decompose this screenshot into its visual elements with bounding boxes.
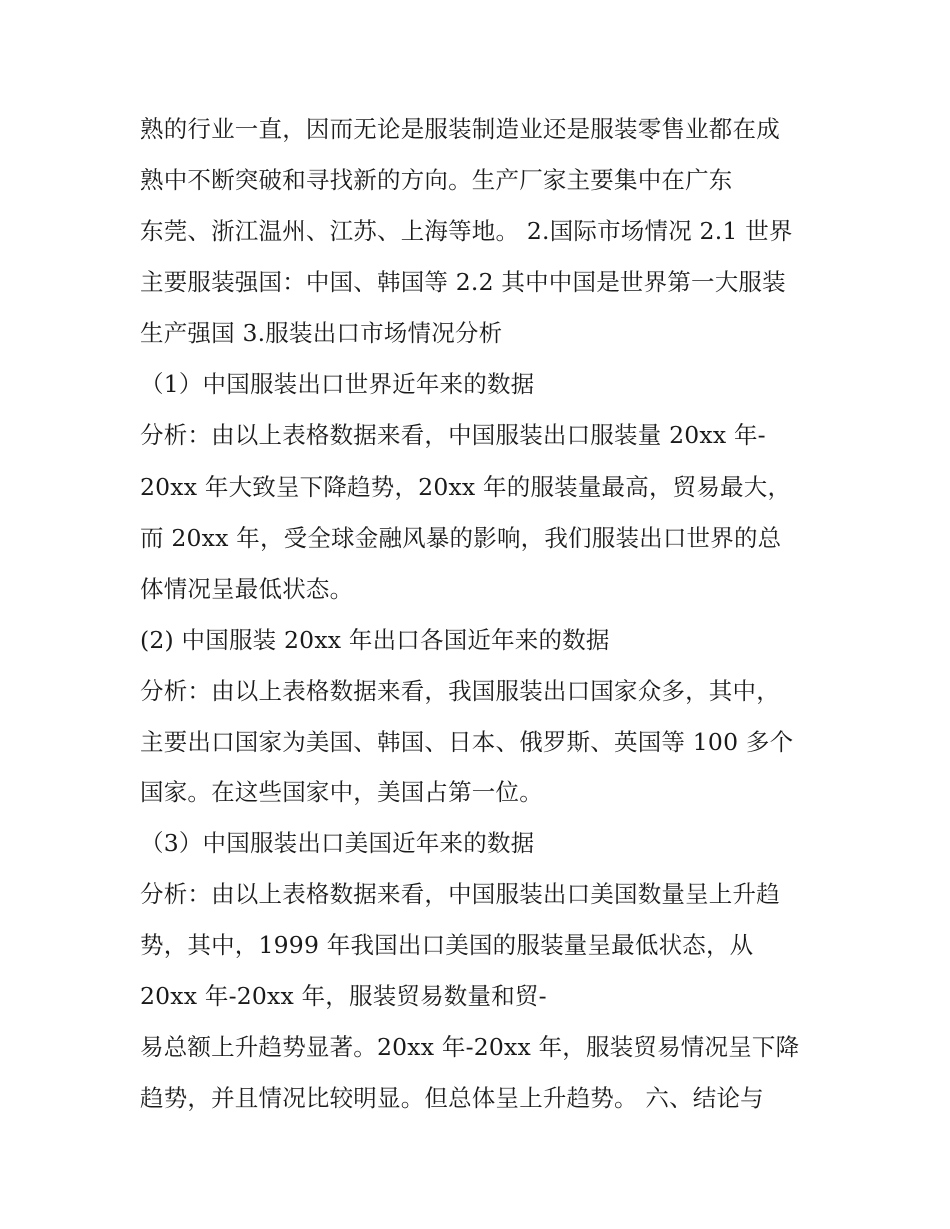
text-line: 易总额上升趋势显著。20xx 年-20xx 年，服装贸易情况呈下降 (140, 1033, 800, 1061)
text-line: 东莞、浙江温州、江苏、上海等地。 2.国际市场情况 2.1 世界 (140, 217, 793, 245)
text-line: 而 20xx 年，受全球金融风暴的影响，我们服装出口世界的总 (140, 524, 782, 552)
text-line: 分析：由以上表格数据来看，中国服装出口服装量 20xx 年- (140, 421, 766, 449)
section-heading: （3）中国服装出口美国近年来的数据 (140, 829, 535, 857)
text-line: 熟的行业一直，因而无论是服装制造业还是服装零售业都在成 (140, 115, 780, 143)
text-line: 20xx 年大致呈下降趋势，20xx 年的服装量最高，贸易最大， (140, 473, 792, 501)
text-line: 分析：由以上表格数据来看，我国服装出口国家众多，其中， (140, 677, 780, 705)
section-heading: （1）中国服装出口世界近年来的数据 (140, 370, 535, 398)
text-line: 生产强国 3.服装出口市场情况分析 (140, 319, 503, 347)
text-line: 主要服装强国：中国、韩国等 2.2 其中中国是世界第一大服装 (140, 268, 786, 296)
text-line: 分析：由以上表格数据来看，中国服装出口美国数量呈上升趋 (140, 880, 780, 908)
text-line: 20xx 年-20xx 年，服装贸易数量和贸- (140, 982, 547, 1010)
text-line: 体情况呈最低状态。 (140, 575, 354, 603)
text-line: 势，其中，1999 年我国出口美国的服装量呈最低状态，从 (140, 931, 754, 959)
text-line: 主要出口国家为美国、韩国、日本、俄罗斯、英国等 100 多个 (140, 728, 794, 756)
text-line: 熟中不断突破和寻找新的方向。生产厂家主要集中在广东 (140, 166, 733, 194)
text-line: 国家。在这些国家中，美国占第一位。 (140, 778, 543, 806)
section-heading: (2) 中国服装 20xx 年出口各国近年来的数据 (140, 626, 610, 654)
text-line: 趋势，并且情况比较明显。但总体呈上升趋势。 六、结论与 (140, 1084, 764, 1112)
